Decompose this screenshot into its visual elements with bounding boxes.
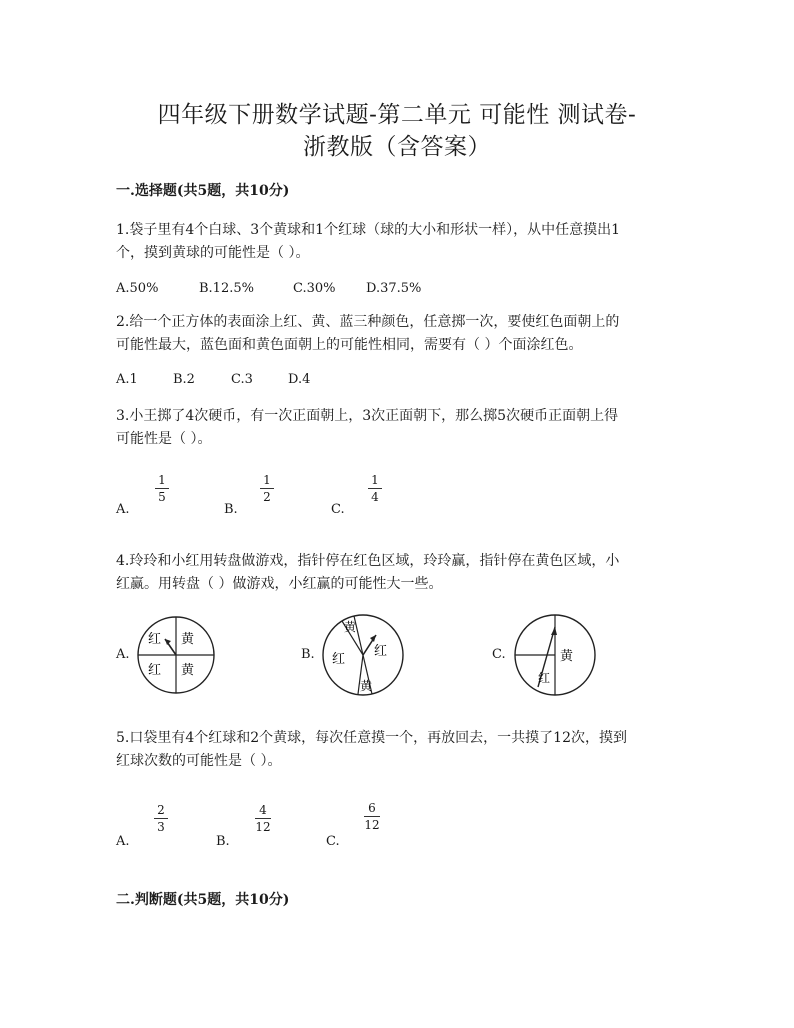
q5-option-a-fraction [151,803,171,834]
q5-option-b-fraction [252,803,274,834]
fraction-numerator: 1 [158,473,166,487]
fraction-denominator: 12 [364,818,380,832]
fraction-numerator: 1 [371,473,379,487]
question-1-line1: 1.袋子里有4个白球、3个黄球和1个红球（球的大小和形状一样），从中任意摸出1 [116,222,620,238]
q1-option-b[interactable]: B.12.5% [199,281,254,296]
question-4-line2: 红赢。用转盘（ ）做游戏，小红赢的可能性大一些。 [116,576,443,592]
fraction-bar [368,488,382,489]
spinner-b-yellow-top: 黄 [344,620,357,634]
spinner-b-red-right: 红 [374,644,388,659]
q3-option-b-fraction [257,473,277,504]
page-title-line2: 浙教版（含答案） [303,134,491,160]
fraction-bar [154,818,168,819]
fraction-denominator: 12 [255,820,271,834]
spinner-c-yellow: 黄 [560,649,574,664]
q5-option-b-label[interactable]: B. [216,834,230,849]
q4-option-b-label[interactable]: B. [301,647,315,662]
spinner-b-yellow-bottom: 黄 [360,679,373,693]
q1-option-d[interactable]: D.37.5% [366,281,422,296]
q2-option-a[interactable]: A.1 [116,372,138,387]
spinner-c-red: 红 [538,671,551,685]
spinner-a[interactable] [130,612,224,698]
spinner-a-red-1: 红 [148,632,162,647]
question-3-line1: 3.小王掷了4次硬币，有一次正面朝上，3次正面朝下，那么掷5次硬币正面朝上得 [116,408,619,424]
fraction-numerator: 4 [259,803,267,817]
fraction-bar [364,816,380,817]
q2-option-c[interactable]: C.3 [231,372,253,387]
spinner-b-pointer-head [370,635,376,642]
question-2-line1: 2.给一个正方体的表面涂上红、黄、蓝三种颜色，任意掷一次，要使红色面朝上的 [116,314,620,330]
spinner-c[interactable] [508,610,604,700]
question-2-line2: 可能性最大，蓝色面和黄色面朝上的可能性相同，需要有（ ）个面涂红色。 [116,337,583,353]
spinner-a-yellow-2: 黄 [181,663,195,678]
spinner-b[interactable] [316,608,412,702]
q5-option-c-label[interactable]: C. [326,834,340,849]
q5-option-a-label[interactable]: A. [116,834,130,849]
q4-option-a-label[interactable]: A. [116,647,130,662]
q4-option-c-label[interactable]: C. [492,647,506,662]
spinner-b-red-left: 红 [332,652,346,667]
fraction-bar [260,488,274,489]
fraction-bar [155,488,169,489]
page-title-line1: 四年级下册数学试题-第二单元 可能性 测试卷- [157,102,637,128]
question-5-line1: 5.口袋里有4个红球和2个黄球，每次任意摸一个，再放回去，一共摸了12次，摸到 [116,730,627,746]
fraction-bar [255,818,271,819]
fraction-numerator: 6 [368,801,376,815]
section-heading-choice: 一.选择题(共5题，共10分) [116,183,290,199]
spinner-a-yellow-1: 黄 [181,632,195,647]
q1-option-c[interactable]: C.30% [293,281,336,296]
q3-option-b-label[interactable]: B. [224,502,238,517]
fraction-denominator: 2 [263,490,271,504]
q3-option-c-fraction [365,473,385,504]
q2-option-d[interactable]: D.4 [288,372,311,387]
q3-option-a-fraction [152,473,172,504]
q5-option-c-fraction [361,801,383,832]
fraction-denominator: 3 [157,820,165,834]
q3-option-c-label[interactable]: C. [331,502,345,517]
q2-option-b[interactable]: B.2 [173,372,195,387]
question-4-line1: 4.玲玲和小红用转盘做游戏，指针停在红色区域，玲玲赢，指针停在黄色区域，小 [116,553,620,569]
question-3-line2: 可能性是（ ）。 [116,431,212,447]
spinner-a-red-2: 红 [148,663,162,678]
q3-option-a-label[interactable]: A. [116,502,130,517]
question-5-line2: 红球次数的可能性是（ ）。 [116,753,282,769]
fraction-numerator: 2 [157,803,165,817]
section-heading-judgement: 二.判断题(共5题，共10分) [116,892,290,908]
fraction-denominator: 4 [371,490,379,504]
fraction-denominator: 5 [158,490,166,504]
q1-option-a[interactable]: A.50% [116,281,159,296]
fraction-numerator: 1 [263,473,271,487]
question-1-line2: 个，摸到黄球的可能性是（ ）。 [116,245,310,261]
